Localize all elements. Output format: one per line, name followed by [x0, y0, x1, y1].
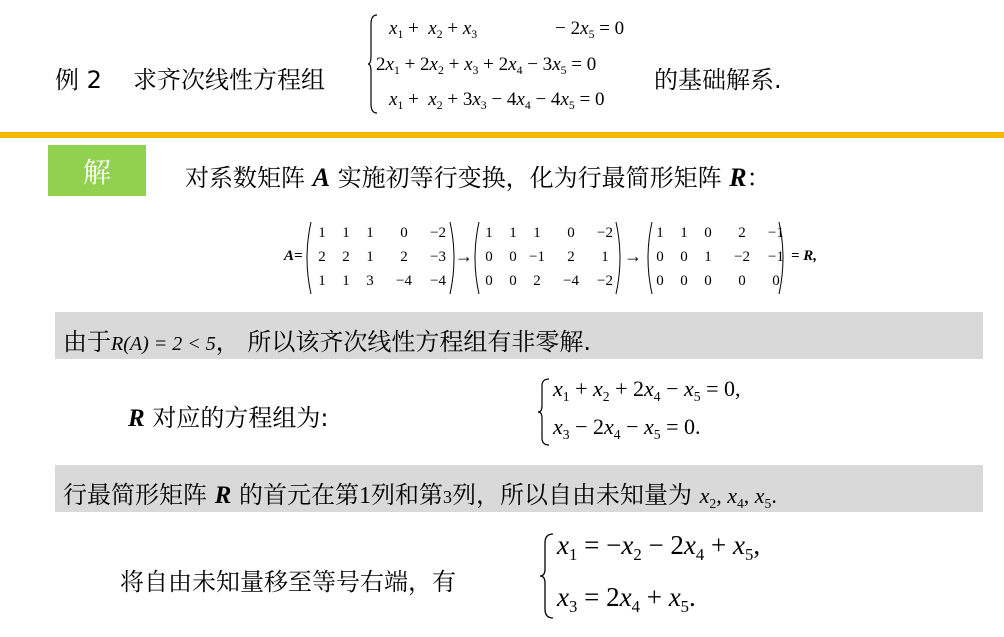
- m3-cell: −1: [768, 225, 784, 241]
- example-prompt: 求齐次线性方程组: [133, 66, 325, 94]
- m2-cell: 1: [601, 249, 609, 265]
- m3-cell: 0: [704, 273, 712, 289]
- solution-intro: 对系数矩阵 A 实施初等行变换，化为行最简形矩阵 R：: [185, 163, 771, 192]
- matrix-2: [470, 221, 620, 295]
- free-variables: $x_2$, $x_4$, $x_5$.: [699, 483, 777, 511]
- m2-cell: −1: [529, 249, 545, 265]
- m1-cell: 1: [342, 273, 350, 289]
- m1-cell: 1: [366, 225, 374, 241]
- m1-cell: 0: [400, 225, 408, 241]
- matrix-3: [641, 221, 786, 295]
- rank-statement: 由于R(A) = 2 < 5， 所以该齐次线性方程组有非零解.: [63, 328, 592, 356]
- m3-cell: 0: [772, 273, 780, 289]
- example-suffix: 的基础解系.: [654, 66, 782, 94]
- system-eq-1: $x_1 + x_2 + x_3 - 2x_5 = 0$: [389, 18, 625, 42]
- m1-cell: 1: [366, 249, 374, 265]
- m1-cell: 1: [342, 225, 350, 241]
- r-system-eq-2: $x_3 - 2x_4 - x_5 = 0$.: [553, 414, 701, 442]
- m2-cell: 1: [509, 225, 517, 241]
- m2-cell: 1: [533, 225, 541, 241]
- m3-cell: 0: [680, 273, 688, 289]
- solution-label: 解: [48, 145, 146, 196]
- m2-cell: −4: [563, 273, 579, 289]
- matrix3-right-paren: [778, 221, 788, 295]
- matrix-result-label: = R,: [791, 248, 818, 264]
- m3-cell: 0: [738, 273, 746, 289]
- m2-cell: −2: [597, 225, 613, 241]
- m1-cell: −2: [430, 225, 446, 241]
- m3-cell: 1: [704, 249, 712, 265]
- m1-cell: 3: [366, 273, 374, 289]
- m3-cell: 0: [704, 225, 712, 241]
- system-eq-3: $x_1 + x_2 + 3x_3 - 4x_4 - 4x_5 = 0$: [389, 89, 605, 113]
- m1-cell: 2: [318, 249, 326, 265]
- m2-cell: 2: [533, 273, 541, 289]
- m2-cell: 0: [509, 273, 517, 289]
- m2-cell: 0: [485, 249, 493, 265]
- m1-cell: 2: [342, 249, 350, 265]
- matrix-A-label: A=: [284, 248, 303, 264]
- m2-cell: −2: [597, 273, 613, 289]
- m2-cell: 0: [485, 273, 493, 289]
- example-label: 例 2: [55, 66, 102, 94]
- m1-cell: −4: [396, 273, 412, 289]
- free-system-brace-icon: [540, 533, 554, 619]
- m3-cell: −2: [734, 249, 750, 265]
- r-system-brace-icon: [538, 378, 550, 446]
- r-system-eq-1: $x_1 + x_2 + 2x_4 - x_5 = 0$,: [553, 376, 741, 404]
- free-system-label: 将自由未知量移至等号右端，有: [120, 568, 456, 596]
- m3-cell: −1: [768, 249, 784, 265]
- m1-cell: 2: [400, 249, 408, 265]
- transform-arrow-1: →: [455, 246, 473, 266]
- m1-cell: 1: [318, 273, 326, 289]
- m2-cell: 2: [567, 249, 575, 265]
- r-system-label: R 对应的方程组为:: [128, 404, 329, 432]
- free-system-eq-1: $x_1 = -x_2 - 2x_4 + x_5$,: [557, 530, 761, 564]
- m3-cell: 2: [738, 225, 746, 241]
- transform-arrow-2: →: [624, 246, 642, 266]
- m2-cell: 0: [509, 249, 517, 265]
- m3-cell: 0: [680, 249, 688, 265]
- free-system-eq-2: $x_3 = 2x_4 + x_5$.: [557, 582, 696, 616]
- matrix-1: [303, 221, 453, 295]
- m1-cell: −3: [430, 249, 446, 265]
- system-eq-2: $2x_1 + 2x_2 + x_3 + 2x_4 - 3x_5 = 0$: [376, 54, 597, 78]
- pivot-band: [55, 465, 983, 512]
- m3-cell: 0: [656, 249, 664, 265]
- m3-cell: 1: [656, 225, 664, 241]
- m1-cell: 1: [318, 225, 326, 241]
- pivot-statement: 行最简形矩阵 R 的首元在第1列和第3列，所以自由未知量为 $x_2$, $x_4$, $x_5$.: [63, 481, 777, 511]
- m3-cell: 0: [656, 273, 664, 289]
- m1-cell: −4: [430, 273, 446, 289]
- rank-band: [55, 312, 983, 359]
- m3-cell: 1: [680, 225, 688, 241]
- m2-cell: 0: [567, 225, 575, 241]
- m2-cell: 1: [485, 225, 493, 241]
- divider-rule: [0, 132, 1004, 138]
